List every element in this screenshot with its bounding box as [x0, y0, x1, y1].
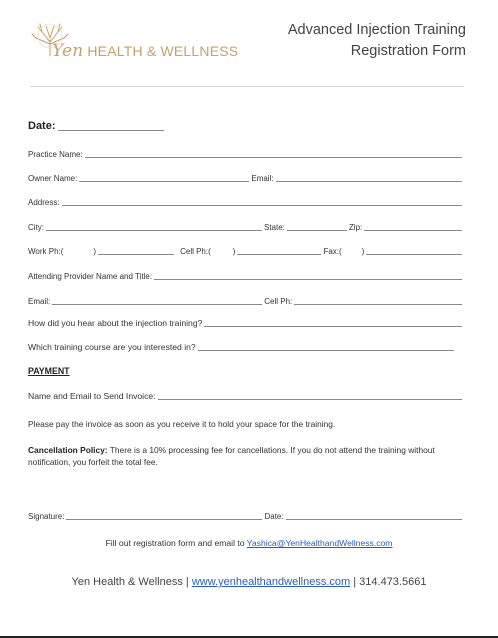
address-label: Address: [28, 198, 60, 207]
email-label-2: Email: [28, 297, 51, 306]
brand-text: HEALTH & WELLNESS [87, 43, 239, 59]
cancellation-policy [28, 444, 468, 468]
form-title-line2: Registration Form [350, 43, 466, 59]
work-phone-paren: ) [93, 247, 97, 256]
zip-field[interactable] [364, 222, 462, 231]
owner-email-row [28, 173, 464, 183]
fax-paren: ) [361, 247, 365, 256]
cell-phone-field[interactable] [237, 246, 321, 255]
zip-label: Zip: [348, 223, 363, 232]
email-field-2[interactable] [52, 296, 262, 305]
signature-date-field[interactable] [286, 511, 462, 520]
email-field[interactable] [276, 173, 462, 182]
footer-phone: | 314.473.5661 [353, 576, 427, 588]
cell-ph-label-2: Cell Ph: [264, 297, 293, 306]
hear-row [28, 318, 464, 328]
form-title-line1: Advanced Injection Training [287, 22, 466, 38]
signature-label: Signature: [28, 512, 65, 521]
invoice-label: Name and Email to Send Invoice: [28, 391, 156, 401]
attending-row [28, 271, 464, 281]
practice-name-label: Practice Name: [28, 150, 83, 159]
pay-note: Please pay the invoice as soon as you receive it to hold your space for the training. [28, 419, 336, 429]
course-field[interactable] [198, 342, 454, 351]
signature-field[interactable] [66, 511, 262, 520]
brand-logo [52, 41, 238, 61]
email-cell-row [28, 296, 464, 306]
signature-row [28, 511, 464, 521]
registration-email-link[interactable]: Yashica@YenHealthandWellness.com [246, 538, 393, 548]
work-phone-label: Work Ph:( [28, 247, 64, 256]
attending-provider-label: Attending Provider Name and Title: [28, 272, 153, 281]
invoice-field[interactable] [158, 391, 462, 400]
cell-phone-paren: ) [232, 247, 236, 256]
state-field[interactable] [287, 222, 347, 231]
address-row [28, 197, 464, 207]
phone-row [28, 246, 464, 256]
practice-name-field[interactable] [85, 149, 462, 158]
practice-name-row [28, 149, 464, 159]
invoice-row [28, 391, 464, 401]
address-field[interactable] [62, 197, 462, 206]
footer [0, 576, 498, 588]
work-phone-field[interactable] [98, 246, 174, 255]
cell-phone-label: Cell Ph:( [180, 247, 211, 256]
instructions [0, 538, 498, 548]
city-label: City: [28, 223, 44, 232]
brand-script: Yen [52, 41, 84, 61]
city-field[interactable] [46, 222, 262, 231]
footer-company: Yen Health & Wellness | [71, 576, 189, 588]
footer-website-link[interactable]: www.yenhealthandwellness.com [191, 576, 351, 588]
instructions-text: Fill out registration form and email to [105, 538, 245, 548]
date-field[interactable] [58, 122, 164, 131]
email-label: Email: [251, 174, 274, 183]
date-label: Date: [28, 120, 56, 132]
date-row [28, 120, 166, 132]
payment-heading: PAYMENT [28, 366, 70, 376]
fax-field[interactable] [366, 246, 462, 255]
fax-label: Fax:( [323, 247, 342, 256]
owner-name-field[interactable] [79, 173, 249, 182]
cancel-text: There is a 10% processing fee for cancellations. If you do not attend the training without notification, you forfeit the total fee. [28, 445, 435, 467]
signature-date-label: Date: [264, 512, 284, 521]
header-divider [30, 86, 464, 87]
hear-label: How did you hear about the injection training? [28, 318, 203, 328]
course-label: Which training course are you interested in? [28, 342, 196, 352]
cancel-label: Cancellation Policy: [28, 445, 108, 455]
course-row [28, 342, 456, 352]
hear-field[interactable] [204, 318, 462, 327]
attending-provider-field[interactable] [154, 271, 462, 280]
city-state-zip-row [28, 222, 464, 232]
owner-name-label: Owner Name: [28, 174, 78, 183]
state-label: State: [264, 223, 285, 232]
cell-ph-field-2[interactable] [294, 296, 462, 305]
